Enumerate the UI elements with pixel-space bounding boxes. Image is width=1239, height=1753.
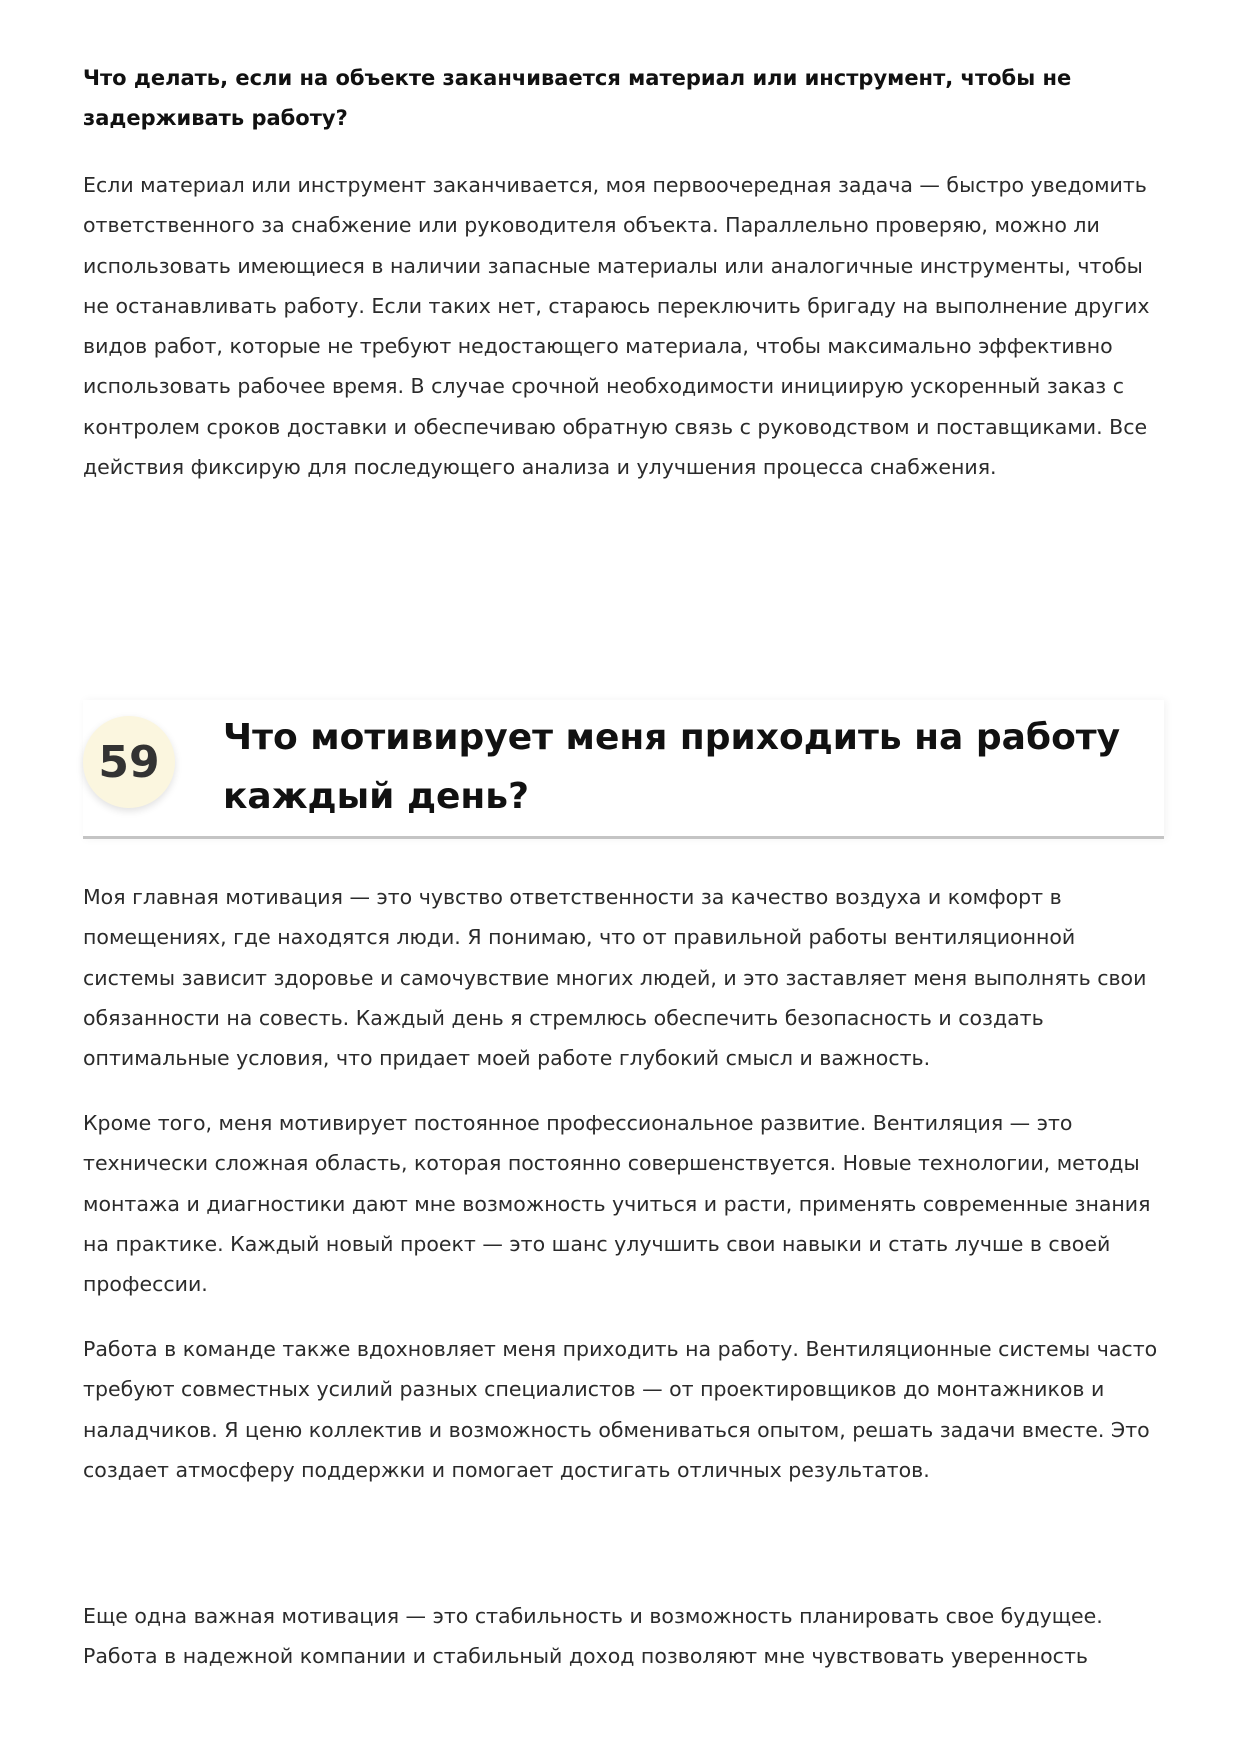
question-heading: Что делать, если на объекте заканчивается материал или инструмент, чтобы не задерживать работу? [83,66,1072,130]
body-paragraph: Кроме того, меня мотивирует постоянное профессиональное развитие. Вентиляция — это технически сложная область, которая постоянно совершенствуется. Новые технологии, методы монтажа и диагностики дают мне возможность учиться и расти, применять современные знания на практике. Каждый новый проект — это шанс улучшить свои навыки и стать лучше в своей профессии. [83,1111,1151,1297]
body-paragraph: Моя главная мотивация — это чувство ответственности за качество воздуха и комфорт в помещениях, где находятся люди. Я понимаю, что от правильной работы вентиляционной системы зависит здоровье и самочувствие многих людей, и это заставляет меня выполнять свои обязанности на совесть. Каждый день я стремлюсь обеспечить безопасность и создать оптимальные условия, что придает моей работе глубокий смысл и важность. [83,885,1147,1071]
body-paragraph: Работа в команде также вдохновляет меня приходить на работу. Вентиляционные системы часто требуют совместных усилий разных специалистов — от проектировщиков до монтажников и наладчиков. Я ценю коллектив и возможность обмениваться опытом, решать задачи вместе. Это создает атмосферу поддержки и помогает достигать отличных результатов. [83,1337,1158,1482]
answer-paragraph: Если материал или инструмент заканчивается, моя первоочередная задача — быстро уведомить ответственного за снабжение или руководителя объекта. Параллельно проверяю, можно ли использовать имеющиеся в наличии запасные материалы или аналогичные инструменты, чтобы не останавливать работу. Если таких нет, стараюсь переключить бригаду на выполнение других видов работ, которые не требуют недостающего материала, чтобы максимально эффективно использовать рабочее время. В случае срочной необходимости инициирую ускоренный заказ с контролем сроков доставки и обеспечиваю обратную связь с руководством и поставщиками. Все действия фиксирую для последующего анализа и улучшения процесса снабжения. [83,173,1150,480]
body-paragraph: Еще одна важная мотивация — это стабильность и возможность планировать свое будущее. Работа в надежной компании и стабильный доход позволяют мне чувствовать уверенность [83,1604,1103,1669]
section-header [83,700,1164,839]
section-title: Что мотивирует меня приходить на работу каждый день? [223,717,1121,817]
section-number-badge: 59 [83,716,175,808]
